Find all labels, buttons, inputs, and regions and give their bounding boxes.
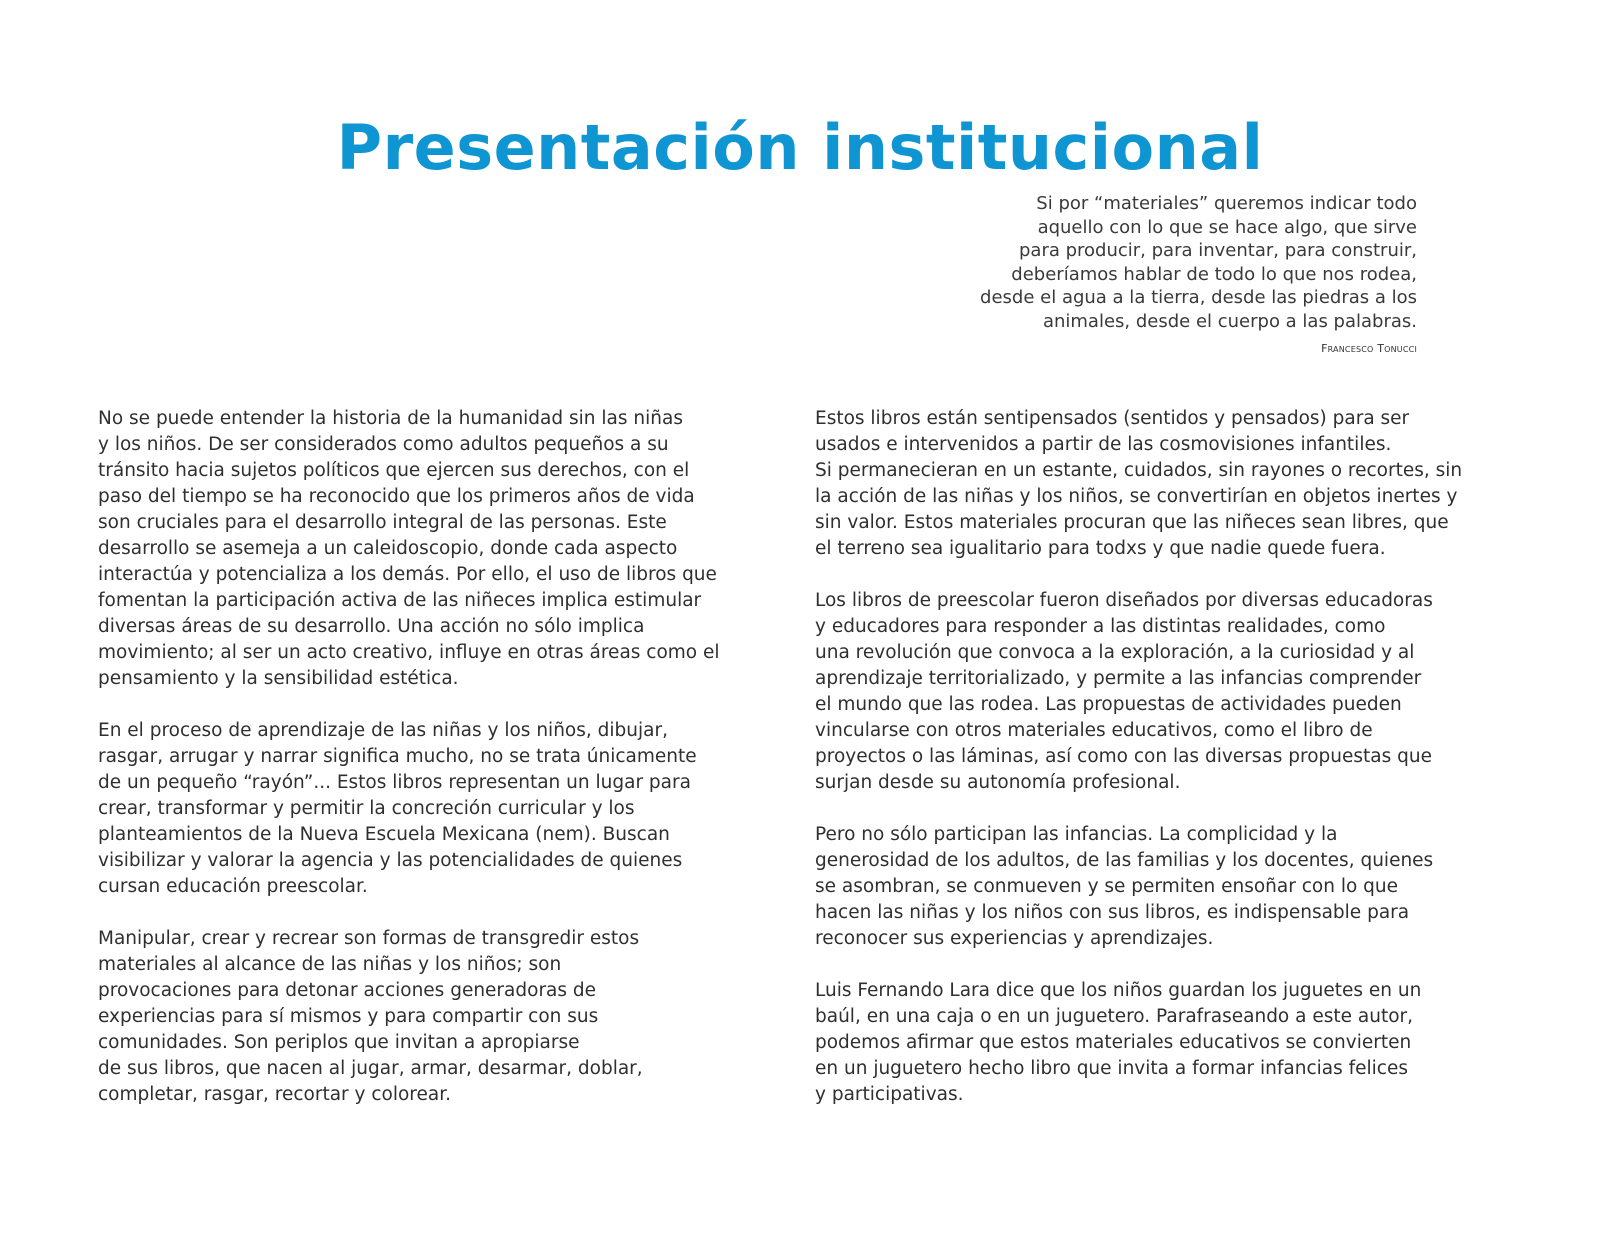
- text-line: visibilizar y valorar la agencia y las potencialidades de quienes: [98, 850, 683, 871]
- body-paragraph: [98, 718, 758, 900]
- epigraph-line: para producir, para inventar, para construir,: [1018, 240, 1417, 261]
- text-line: completar, rasgar, recortar y colorear.: [98, 1084, 451, 1105]
- body-paragraph: [98, 406, 758, 692]
- text-line: son cruciales para el desarrollo integral de las personas. Este: [98, 512, 667, 533]
- text-line: proyectos o las láminas, así como con las diversas propuestas que: [815, 746, 1432, 767]
- epigraph-quote: [957, 192, 1417, 355]
- epigraph-line: animales, desde el cuerpo a las palabras.: [1042, 310, 1417, 332]
- text-line: de un pequeño “rayón”... Estos libros representan un lugar para: [98, 772, 691, 793]
- text-line: reconocer sus experiencias y aprendizajes.: [815, 928, 1214, 949]
- epigraph-line: aquello con lo que se hace algo, que sirve: [1037, 216, 1417, 238]
- text-line: la acción de las niñas y los niños, se convertirían en objetos inertes y: [815, 486, 1458, 507]
- text-line: surjan desde su autonomía profesional.: [815, 772, 1181, 793]
- text-line: Estos libros están sentipensados (sentidos y pensados) para ser: [815, 408, 1410, 429]
- text-line: diversas áreas de su desarrollo. Una acción no sólo implica: [98, 616, 645, 637]
- epigraph-line: Si por “materiales” queremos indicar todo: [1036, 193, 1417, 214]
- body-paragraph: [815, 406, 1505, 562]
- epigraph-line: deberíamos hablar de todo lo que nos rodea,: [1011, 263, 1417, 285]
- text-line: el mundo que las rodea. Las propuestas de actividades pueden: [815, 694, 1402, 715]
- text-line: Pero no sólo participan las infancias. La complicidad y la: [815, 824, 1338, 845]
- text-line: podemos afirmar que estos materiales educativos se convierten: [815, 1032, 1412, 1053]
- text-line: En el proceso de aprendizaje de las niñas y los niños, dibujar,: [98, 720, 668, 741]
- text-line: y los niños. De ser considerados como adultos pequeños a su: [98, 434, 669, 455]
- right-column: [815, 406, 1505, 1134]
- body-paragraph: [815, 588, 1505, 796]
- text-line: en un juguetero hecho libro que invita a formar infancias felices: [815, 1058, 1408, 1079]
- text-line: fomentan la participación activa de las niñeces implica estimular: [98, 590, 702, 611]
- text-line: comunidades. Son periplos que invitan a apropiarse: [98, 1032, 580, 1053]
- text-line: el terreno sea igualitario para todxs y que nadie quede fuera.: [815, 538, 1386, 559]
- text-line: de sus libros, que nacen al jugar, armar, desarmar, doblar,: [98, 1058, 643, 1079]
- epigraph-line: desde el agua a la tierra, desde las piedras a los: [980, 287, 1417, 308]
- text-line: materiales al alcance de las niñas y los niños; son: [98, 954, 562, 975]
- text-line: vincularse con otros materiales educativos, como el libro de: [815, 720, 1373, 741]
- text-line: cursan educación preescolar.: [98, 876, 368, 897]
- text-line: No se puede entender la historia de la humanidad sin las niñas: [98, 408, 683, 429]
- text-line: crear, transformar y permitir la concreción curricular y los: [98, 798, 635, 819]
- text-line: y participativas.: [815, 1084, 964, 1105]
- text-line: Los libros de preescolar fueron diseñados por diversas educadoras: [815, 590, 1433, 611]
- page-title: Presentación institucional: [336, 110, 1264, 184]
- left-column: [98, 406, 758, 1134]
- text-line: planteamientos de la Nueva Escuela Mexicana (nem). Buscan: [98, 824, 670, 845]
- text-line: provocaciones para detonar acciones generadoras de: [98, 980, 597, 1001]
- text-line: interactúa y potencializa a los demás. Por ello, el uso de libros que: [98, 564, 717, 585]
- text-line: rasgar, arrugar y narrar significa mucho, no se trata únicamente: [98, 746, 697, 767]
- text-line: una revolución que convoca a la exploración, a la curiosidad y al: [815, 642, 1415, 663]
- text-line: desarrollo se asemeja a un caleidoscopio, donde cada aspecto: [98, 538, 678, 559]
- text-line: usados e intervenidos a partir de las cosmovisiones infantiles.: [815, 434, 1392, 455]
- text-line: sin valor. Estos materiales procuran que las niñeces sean libres, que: [815, 512, 1449, 533]
- text-line: pensamiento y la sensibilidad estética.: [98, 668, 459, 689]
- text-line: movimiento; al ser un acto creativo, influye en otras áreas como el: [98, 642, 720, 663]
- text-line: hacen las niñas y los niños con sus libros, es indispensable para: [815, 902, 1410, 923]
- text-line: Luis Fernando Lara dice que los niños guardan los juguetes en un: [815, 980, 1422, 1001]
- text-line: aprendizaje territorializado, y permite a las infancias comprender: [815, 668, 1422, 689]
- text-line: y educadores para responder a las distintas realidades, como: [815, 616, 1386, 637]
- text-line: generosidad de los adultos, de las familias y los docentes, quienes: [815, 850, 1434, 871]
- text-line: se asombran, se conmueven y se permiten ensoñar con lo que: [815, 876, 1399, 897]
- body-paragraph: [815, 822, 1505, 952]
- body-paragraph: [98, 926, 758, 1108]
- text-line: paso del tiempo se ha reconocido que los primeros años de vida: [98, 486, 695, 507]
- text-line: tránsito hacia sujetos políticos que ejercen sus derechos, con el: [98, 460, 690, 481]
- epigraph-author: Francesco Tonucci: [1321, 342, 1417, 355]
- text-line: experiencias para sí mismos y para compartir con sus: [98, 1006, 599, 1027]
- text-line: baúl, en una caja o en un juguetero. Parafraseando a este autor,: [815, 1006, 1414, 1027]
- text-line: Manipular, crear y recrear son formas de transgredir estos: [98, 928, 640, 949]
- body-paragraph: [815, 978, 1505, 1108]
- text-line: Si permanecieran en un estante, cuidados, sin rayones o recortes, sin: [815, 460, 1463, 481]
